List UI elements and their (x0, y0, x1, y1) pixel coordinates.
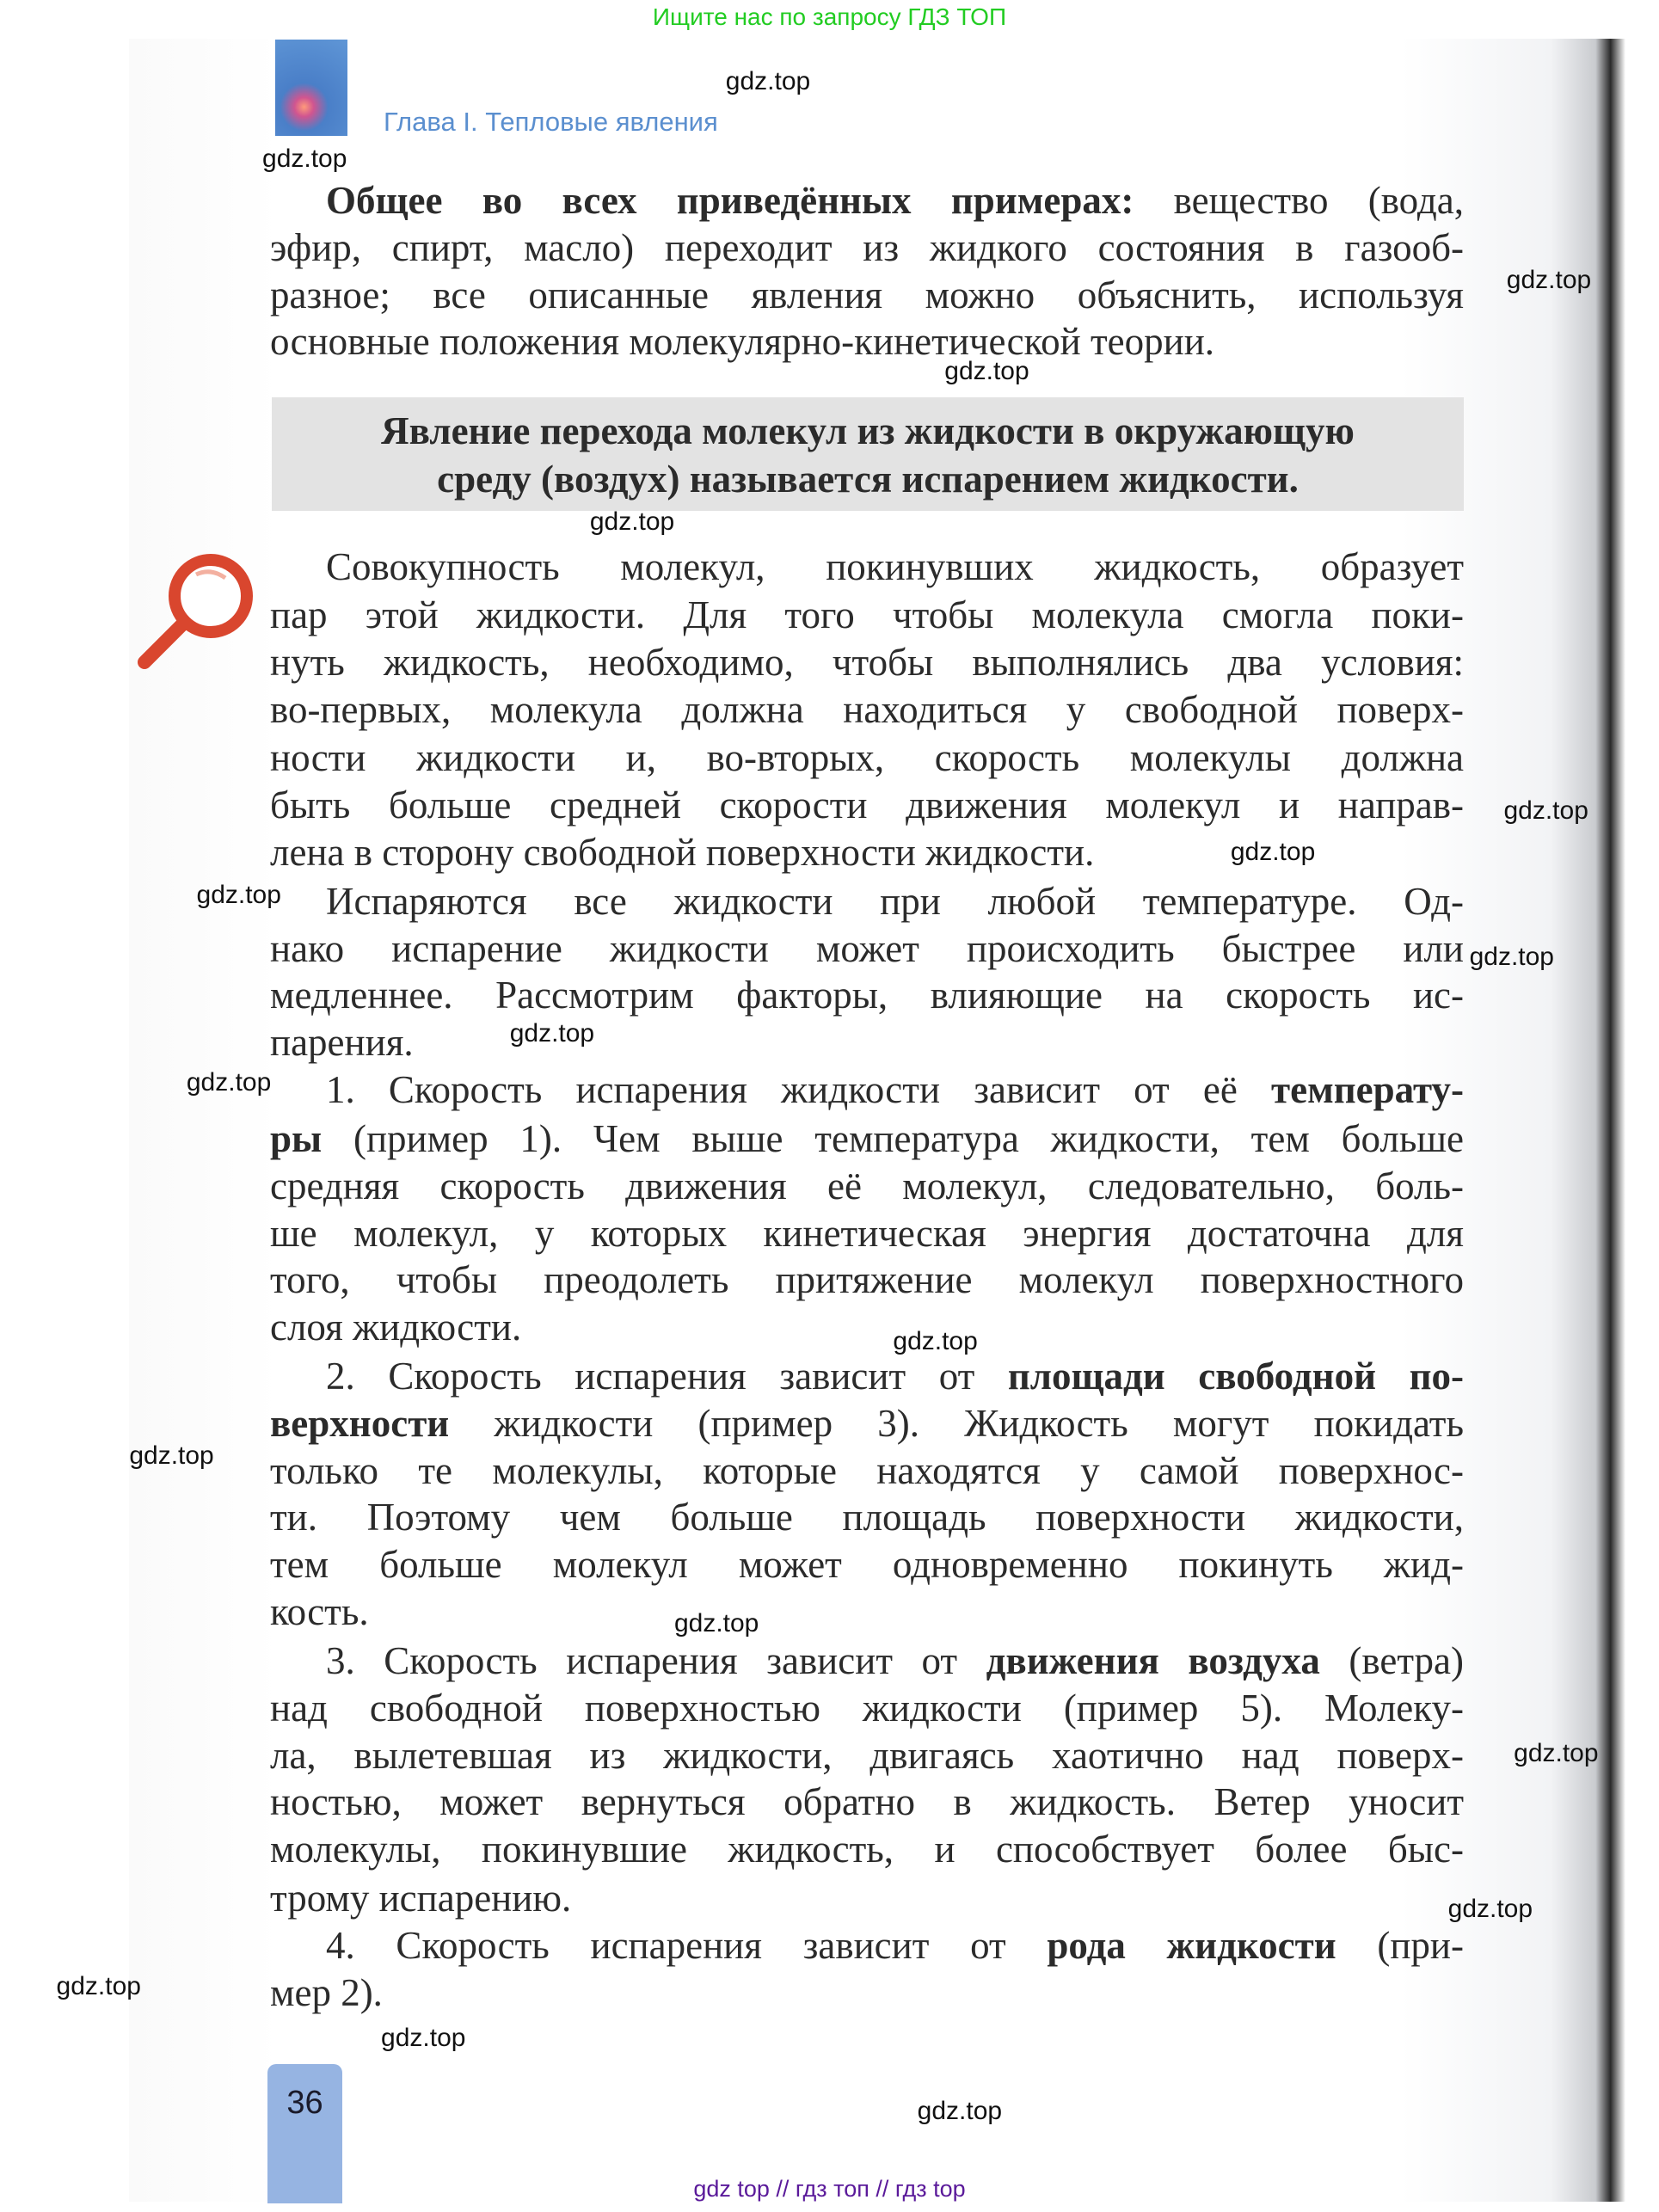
text-segment: эфир, спирт, масло) переходит из жидкого состояния в газооб- (270, 226, 1464, 269)
text-line (326, 1066, 1464, 1114)
watermark: gdz.top (589, 507, 675, 536)
text-segment: ности жидкости и, во-вторых, скорость молекулы должна (270, 736, 1464, 779)
text-segment: того, чтобы преодолеть притяжение молекул поверхностного (270, 1258, 1464, 1301)
text-segment: 4. Скорость испарения зависит от (326, 1924, 1048, 1967)
text-line (270, 1969, 1464, 2017)
text-segment: во-первых, молекула должна находиться у свободной поверх- (270, 688, 1464, 731)
text-segment: пар этой жидкости. Для того чтобы молекула смогла поки- (270, 593, 1464, 636)
text-segment: 3. Скорость испарения зависит от (326, 1639, 986, 1682)
text-segment: жидкости (пример 3). Жидкость могут покидать (449, 1402, 1464, 1445)
bold-text: среду (воздух) называется испарением жидкости. (437, 458, 1299, 501)
text-segment: (ветра) (1319, 1639, 1464, 1682)
text-segment: Совокупность молекул, покинувших жидкость, образует (326, 545, 1464, 588)
watermark: gdz.top (262, 144, 347, 173)
watermark: gdz.top (1506, 265, 1592, 294)
chapter-image (275, 40, 347, 136)
bold-text: движения воздуха (986, 1639, 1320, 1682)
text-segment: тем больше молекул может одновременно покинуть жид- (270, 1543, 1464, 1586)
text-line (270, 1684, 1464, 1732)
text-line (270, 1731, 1464, 1779)
text-line (270, 1588, 1464, 1636)
text-segment: над свободной поверхностью жидкости (пример 5). Молеку- (270, 1687, 1464, 1730)
text-segment: (при- (1336, 1924, 1465, 1967)
watermark: gdz.top (196, 881, 281, 910)
chapter-title: Глава I. Тепловые явления (384, 107, 718, 137)
page-number: 36 (286, 2085, 323, 2121)
text-segment: только те молекулы, которые находятся у самой поверхнос- (270, 1449, 1464, 1492)
text-line (326, 1921, 1464, 1969)
text-line (326, 543, 1464, 591)
text-line (270, 638, 1464, 686)
text-line (270, 1825, 1464, 1873)
bold-text: температу- (1271, 1068, 1464, 1111)
watermark: gdz.top (381, 2023, 466, 2052)
bold-text: Общее во всех приведённых примерах: (326, 179, 1134, 222)
bold-text: площади свободной по- (1007, 1355, 1464, 1398)
text-segment: быть больше средней скорости движения молекул и направ- (270, 783, 1464, 826)
watermark: gdz.top (944, 357, 1029, 386)
text-line (270, 317, 1464, 366)
watermark: gdz.top (129, 1441, 214, 1470)
text-segment: 1. Скорость испарения жидкости зависит от её (326, 1068, 1271, 1111)
top-banner: Ищите нас по запросу ГДЗ ТОП (652, 3, 1007, 30)
text-segment: вещество (вода, (1134, 179, 1464, 222)
text-segment: Испаряются все жидкости при любой температуре. Од- (326, 880, 1464, 923)
bold-text: Явление перехода молекул из жидкости в окружающую (381, 409, 1355, 452)
watermark: gdz.top (186, 1067, 272, 1097)
watermark: gdz.top (673, 1608, 759, 1637)
watermark: gdz.top (893, 1326, 978, 1355)
text-line (270, 1018, 1464, 1066)
text-line (270, 1447, 1464, 1495)
text-line (270, 1540, 1464, 1588)
text-segment: мер 2). (270, 1971, 383, 2014)
watermark: gdz.top (1447, 1895, 1533, 1924)
text-line (270, 1162, 1464, 1210)
text-line (270, 925, 1464, 973)
watermark: gdz.top (1230, 838, 1316, 867)
text-line (270, 971, 1464, 1019)
text-line (270, 224, 1464, 272)
text-line (326, 1352, 1464, 1400)
bold-text: ры (270, 1117, 323, 1160)
watermark: gdz.top (1469, 942, 1554, 971)
text-segment: основные положения молекулярно-кинетической теории. (270, 320, 1215, 363)
text-segment: средняя скорость движения её молекул, следовательно, боль- (270, 1164, 1464, 1207)
text-line (270, 1874, 1464, 1922)
bold-text: верхности (270, 1402, 450, 1445)
watermark: gdz.top (917, 2096, 1003, 2125)
bottom-banner: gdz top // гдз топ // гдз top (693, 2176, 966, 2202)
text-segment: медленнее. Рассмотрим факторы, влияющие на скорость ис- (270, 974, 1464, 1017)
text-segment: слоя жидкости. (270, 1306, 522, 1349)
text-line (326, 1637, 1464, 1685)
text-line (326, 176, 1464, 224)
text-line (270, 1778, 1464, 1826)
watermark: gdz.top (725, 66, 811, 95)
watermark: gdz.top (509, 1019, 595, 1048)
text-segment: кость. (270, 1590, 369, 1633)
definition-line (272, 455, 1464, 503)
text-segment: (пример 1). Чем выше температура жидкости, тем больше (322, 1117, 1464, 1160)
watermark: gdz.top (1503, 796, 1588, 825)
text-segment: молекулы, покинувшие жидкость, и способствует более быс- (270, 1828, 1464, 1871)
text-segment: лена в сторону свободной поверхности жидкости. (270, 831, 1095, 874)
watermark: gdz.top (1514, 1738, 1599, 1767)
text-line (270, 734, 1464, 782)
text-line (270, 1209, 1464, 1257)
text-segment: разное; все описанные явления можно объяснить, используя (270, 273, 1464, 316)
text-segment: нако испарение жидкости может происходить быстрее или (270, 927, 1464, 970)
watermark: gdz.top (56, 1971, 141, 2000)
text-segment: 2. Скорость испарения зависит от (326, 1355, 1008, 1398)
text-segment: парения. (270, 1021, 414, 1064)
text-line (270, 591, 1464, 639)
text-segment: ностью, может вернуться обратно в жидкость. Ветер уносит (270, 1780, 1464, 1823)
text-segment: ти. Поэтому чем больше площадь поверхности жидкости, (270, 1496, 1464, 1539)
magnifier-icon (129, 549, 258, 678)
text-line (326, 877, 1464, 925)
text-line (270, 685, 1464, 734)
text-line (270, 1493, 1464, 1541)
text-segment: нуть жидкость, необходимо, чтобы выполнялись два условия: (270, 641, 1464, 684)
text-line (270, 1399, 1464, 1447)
text-segment: ше молекул, у которых кинетическая энергия достаточна для (270, 1212, 1464, 1255)
text-segment: трому испарению. (270, 1877, 572, 1920)
text-segment: ла, вылетевшая из жидкости, двигаясь хаотично над поверх- (270, 1734, 1464, 1777)
bold-text: рода жидкости (1047, 1924, 1336, 1967)
text-line (270, 1115, 1464, 1163)
text-line (270, 781, 1464, 829)
text-line (270, 1303, 1464, 1351)
text-line (270, 1256, 1464, 1304)
text-line (270, 271, 1464, 319)
definition-line (272, 407, 1464, 455)
